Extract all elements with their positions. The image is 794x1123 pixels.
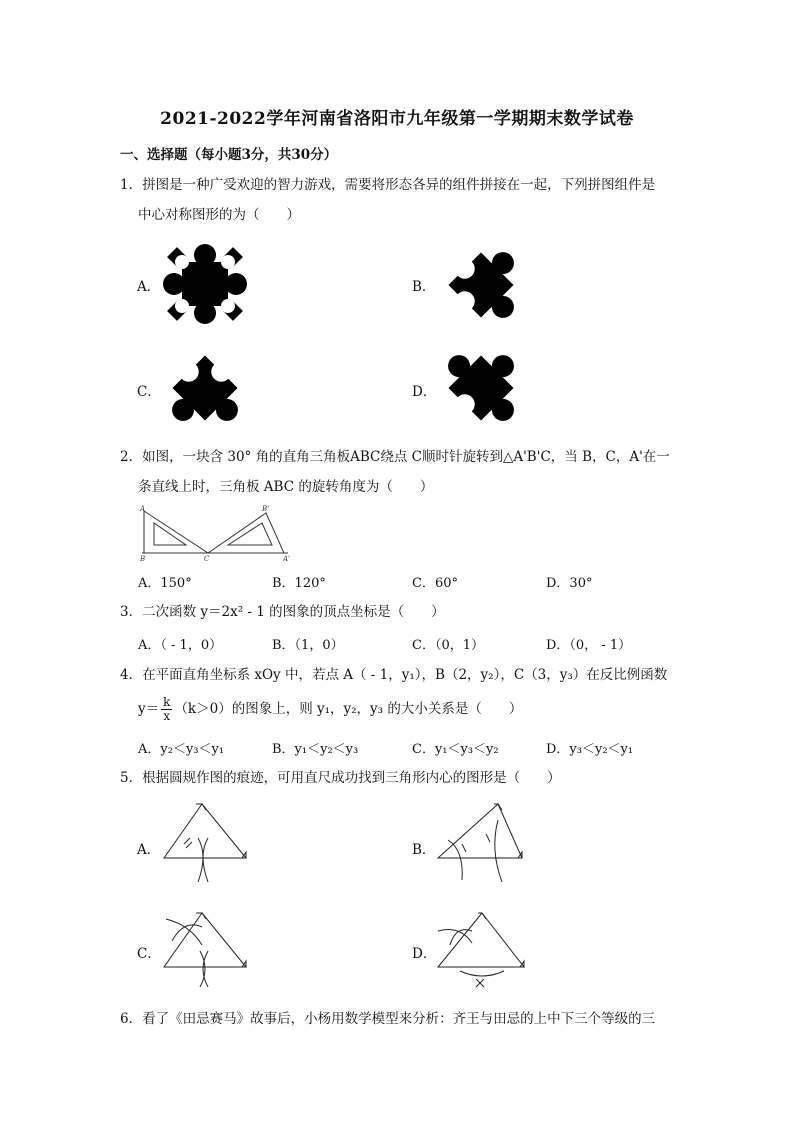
q4-option-b: B．y₁＜y₂＜y₃ (272, 742, 359, 757)
q1-text-line1: 1．拼图是一种广受欢迎的智力游戏，需要将形态各异的组件拼接在一起，下列拼图组件是 (120, 177, 656, 193)
q1-puzzle-d-figure (440, 347, 522, 429)
q1-puzzle-a-figure (164, 244, 246, 324)
q4-text-line2 (138, 696, 522, 723)
q1-puzzle-b-figure (440, 244, 522, 326)
q5-option-d-label: D． (412, 946, 437, 962)
q4-fraction-denominator: x (163, 709, 171, 723)
q2-option-b: B．120° (272, 576, 326, 591)
q2-text-line1: 2．如图，一块含 30° 角的直角三角板ABC绕点 C顺时针旋转到△A'B'C，当 B，C，A'在一 (120, 449, 670, 465)
q4-option-c: C．y₁＜y₃＜y₂ (412, 742, 499, 757)
q1-option-d-label: D． (412, 384, 437, 400)
q5-option-a-label: A． (137, 842, 161, 858)
section-heading: 一、选择题（每小题3分，共30分） (120, 147, 338, 163)
q2-option-c: C．60° (412, 576, 458, 591)
q4-line2-suffix: （k＞0）的图象上，则 y₁，y₂，y₃ 的大小关系是（ ） (174, 701, 523, 717)
q2-option-d: D．30° (546, 576, 593, 591)
q2-option-a: A．150° (138, 576, 192, 591)
q5-figure-d (432, 905, 528, 990)
q3-text-line1: 3．二次函数 y＝2x² - 1 的图象的顶点坐标是（ ） (120, 604, 445, 620)
q2-triangle-figure (138, 505, 293, 563)
q4-line2-prefix: y＝ (138, 701, 160, 717)
q3-option-c: C．（0，1） (412, 638, 484, 653)
q2-text-line2: 条直线上时，三角板 ABC 的旋转角度为（ ） (138, 479, 434, 495)
q4-text-line1: 4．在平面直角坐标系 xOy 中，若点 A（ - 1，y₁），B（2，y₂），C（3，y₃）在反比例函数 (120, 667, 668, 683)
q1-puzzle-c-figure (164, 347, 246, 429)
q1-option-a-label: A． (137, 279, 161, 295)
q1-option-c-label: C． (137, 384, 161, 400)
q5-figure-c (160, 905, 250, 990)
q4-option-a: A．y₂＜y₃＜y₁ (138, 742, 225, 757)
q5-figure-a (160, 800, 250, 885)
q6-text-line1: 6．看了《田忌赛马》故事后，小杨用数学模型来分析：齐王与田忌的上中下三个等级的三 (120, 1011, 656, 1027)
q1-text-line2: 中心对称图形的为（ ） (138, 207, 300, 223)
q2-label-c: C (204, 555, 210, 563)
q2-label-b: B (140, 555, 146, 563)
q3-option-b: B．（1，0） (272, 638, 344, 653)
q4-fraction (161, 696, 172, 723)
q5-option-c-label: C． (137, 946, 161, 962)
q5-option-b-label: B． (412, 842, 436, 858)
q5-text-line1: 5．根据圆规作图的痕迹，可用直尺成功找到三角形内心的图形是（ ） (120, 770, 561, 786)
q1-option-b-label: B． (412, 279, 436, 295)
q5-figure-b (436, 800, 528, 885)
q2-label-a: A (140, 505, 146, 513)
page-title: 2021-2022学年河南省洛阳市九年级第一学期期末数学试卷 (160, 109, 634, 129)
q3-option-d: D．（0， - 1） (546, 638, 632, 653)
q3-option-a: A．（ - 1，0） (138, 638, 223, 653)
q4-fraction-numerator: k (163, 695, 171, 709)
q4-option-d: D．y₃＜y₂＜y₁ (546, 742, 634, 757)
q2-label-b-prime: B' (262, 505, 270, 513)
q2-label-a-prime: A' (283, 555, 290, 563)
